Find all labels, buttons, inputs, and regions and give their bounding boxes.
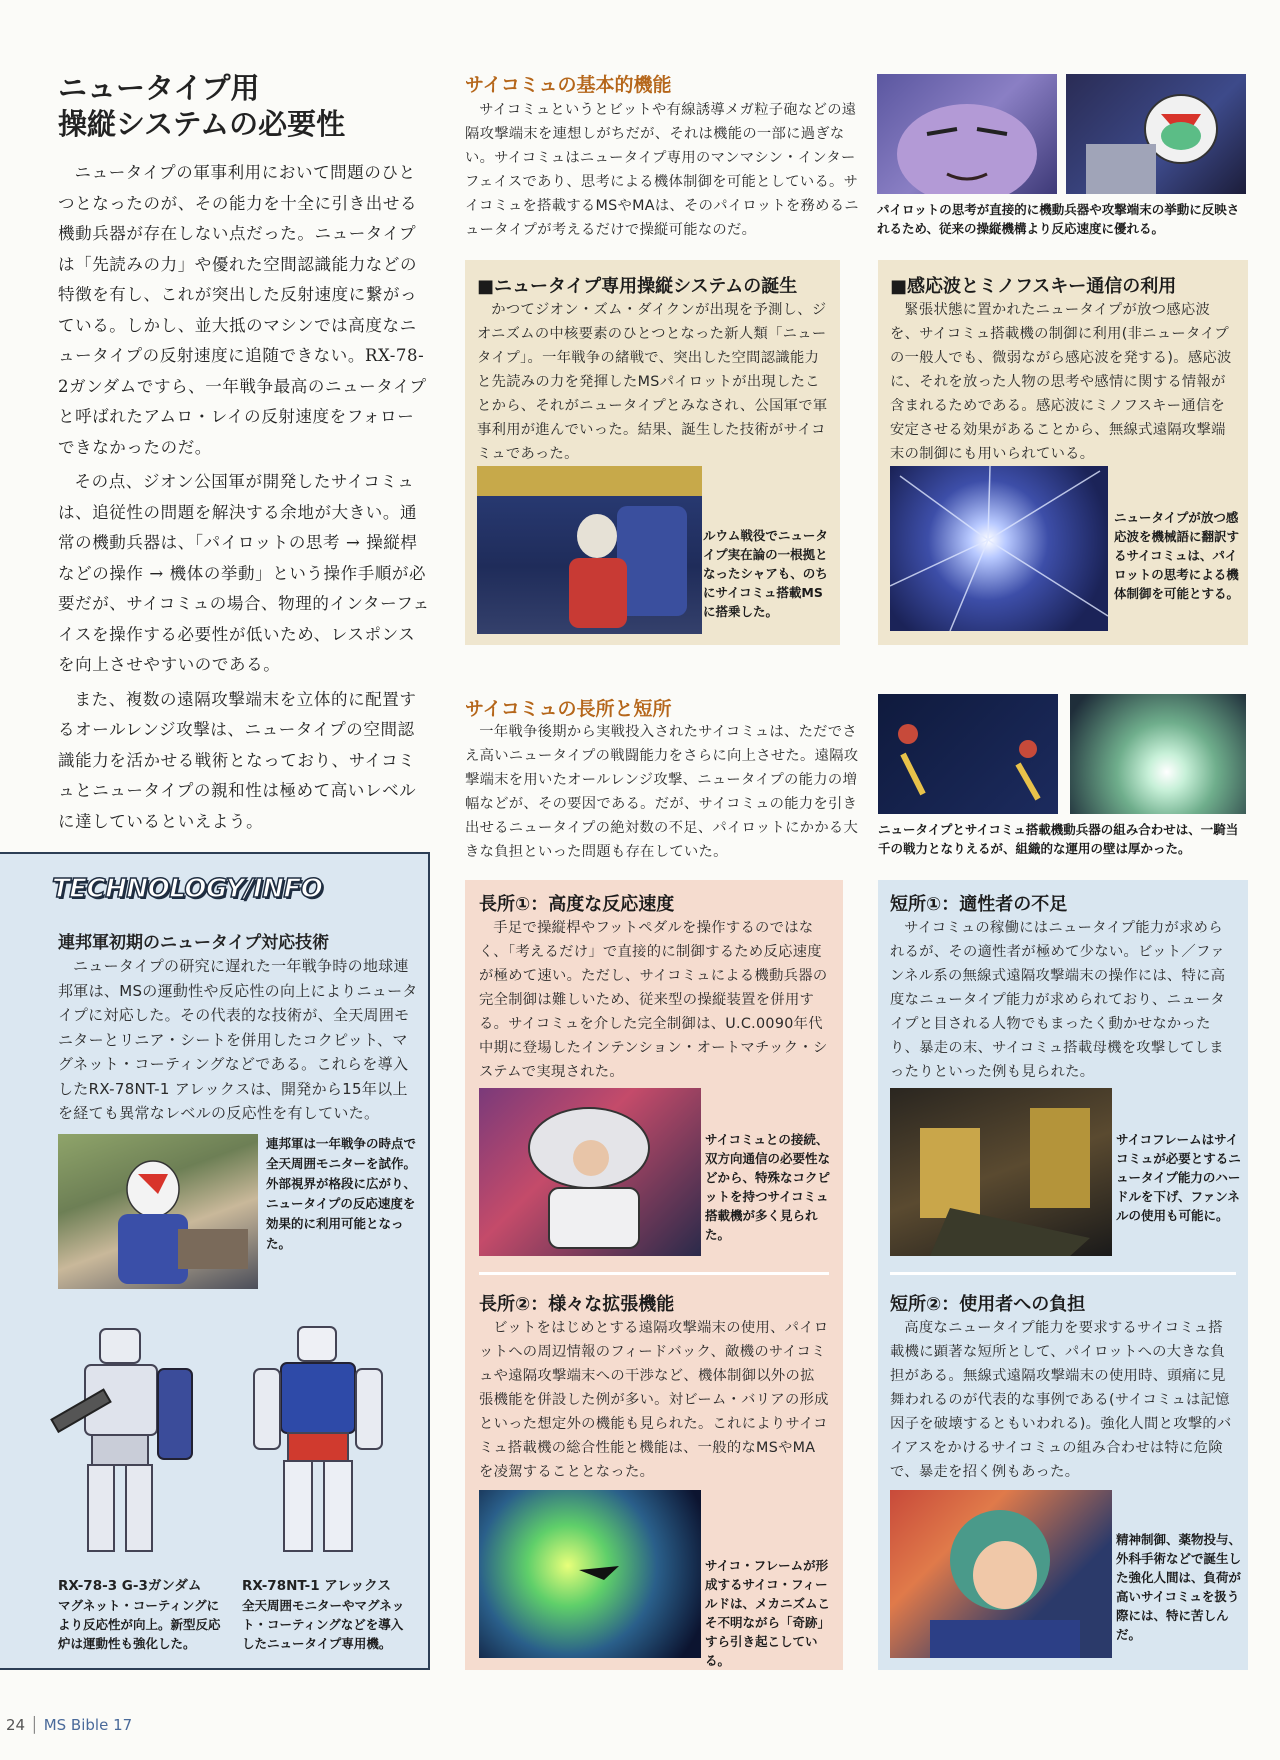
psycho-frame-image [890, 1088, 1112, 1256]
book-title: MS Bible 17 [43, 1716, 133, 1734]
cockpit-caption: 連邦軍は一年戦争の時点で全天周囲モニターを試作。外部視界が格段に広がり、ニュータイプの反応速度を効果的に利用可能となった。 [266, 1136, 417, 1251]
enhanced-human-image [890, 1490, 1112, 1658]
psycho-field-image [479, 1490, 701, 1658]
basic-image-left [877, 74, 1057, 194]
bits-caption: ニュータイプとサイコミュ搭載機動兵器の組み合わせは、一騎当千の戦力となりえるが、組織的な運用の壁は厚かった。 [878, 822, 1239, 856]
cockpit-seat-caption: サイコミュとの接続、双方向通信の必要性などから、特殊なコクピットを持つサイコミュ搭載機が多く見られた。 [705, 1132, 831, 1242]
cockpit-pilot-image [58, 1134, 258, 1289]
pro2-title: 長所②：様々な拡張機能 [479, 1294, 675, 1315]
birth-body: かつてジオン・ズム・ダイクンが出現を予測し、ジオニズムの中核要素のひとつとなった新人類「ニュータイプ」。一年戦争の緒戦で、突出した空間認識能力と先読みの力を発揮したMSパイロットが出現したことから、それがニュータイプとみなされ、公国軍で軍事利用が進んでいった。結果、誕生した技術がサイコミュであった。 [477, 302, 828, 462]
psycho-field-caption: サイコ・フレームが形成するサイコ・フィールドは、メカニズムこそ不明ながら「奇跡」すら引き起こしている。 [705, 1558, 831, 1668]
basic-image-right [1066, 74, 1246, 194]
technology-info-logo: TECHNOLOGY/INFO [52, 874, 323, 904]
alex-illustration [236, 1309, 406, 1559]
psycho-frame-caption: サイコフレームはサイコミュが必要とするニュータイプ能力のハードルを下げ、ファンネルの使用も可能に。 [1116, 1132, 1241, 1223]
kanno-box [878, 260, 1248, 645]
basic-function-body: サイコミュというとビットや有線誘導メガ粒子砲などの遠隔攻撃端末を連想しがちだが、それは機能の一部に過ぎない。サイコミュはニュータイプ専用のマンマシン・インターフェイスであり、思考による機体制御を可能としている。サイコミュを搭載するMSやMAは、そのパイロットを務めるニュータイプが考えるだけで操縦可能なのだ。 [465, 102, 859, 238]
con1-body: サイコミュの稼働にはニュータイプ能力が求められるが、その適性者が極めて少ない。ビット／ファンネル系の無線式遠隔攻撃端末の操作には、特に高度なニュータイプ能力が求められており、ニュータイプと目される人物でもまったく動かせなかったり、暴走の末、サイコミュ搭載母機を攻撃してしまったりといった例も見られた。 [890, 920, 1226, 1080]
kanno-body: 緊張状態に置かれたニュータイプが放つ感応波を、サイコミュ搭載機の制御に利用(非ニュータイプの一般人でも、微弱ながら感応波を発する)。感応波に、それを放った人物の思考や感情に関する情報が含まれるためである。感応波にミノフスキー通信を安定させる効果があることから、無線式遠隔攻撃端末の制御にも用いられている。 [890, 302, 1232, 462]
bits-image-left [878, 694, 1058, 814]
psycho-wave-image [890, 466, 1108, 631]
left-paragraph-3: また、複数の遠隔攻撃端末を立体的に配置するオールレンジ攻撃は、ニュータイプの空間認識能力を活かせる戦術となっており、サイコミュとニュータイプの親和性は極めて高いレベルに達しているといえよう。 [58, 689, 417, 831]
pros-cons-body: 一年戦争後期から実戦投入されたサイコミュは、ただでさえ高いニュータイプの戦闘能力をさらに向上させた。遠隔攻撃端末を用いたオールレンジ攻撃、ニュータイプの能力の増幅などが、その要因である。だが、サイコミュの能力を引き出せるニュータイプの絶対数の不足、パイロットにかかる大きな負担といった問題も存在していた。 [465, 724, 859, 860]
cons-box [878, 880, 1248, 1670]
con1-title: 短所①：適性者の不足 [890, 894, 1068, 915]
page-number: 24 [6, 1716, 26, 1734]
unit2-desc: 全天周囲モニターやマグネット・コーティングなどを導入したニュータイプ専用機。 [242, 1598, 405, 1651]
con2-body: 高度なニュータイプ能力を要求するサイコミュ搭載機に顕著な短所として、パイロットへの大きな負担がある。無線式遠隔攻撃端末の使用時、頭痛に見舞われるのが代表的な事例である(サイコミュは記憶因子を破壊するともいわれる)。強化人間と攻撃的バイアスをかけるサイコミュの組み合わせは特に危険で、暴走を招く例もあった。 [890, 1320, 1232, 1480]
g3-gundam-illustration [30, 1309, 220, 1559]
page-footer [6, 1716, 132, 1734]
char-cockpit-image [477, 466, 702, 634]
pro1-title: 長所①：高度な反応速度 [479, 894, 675, 915]
technology-info-box [0, 852, 430, 1670]
heading-line1: ニュータイプ用 [58, 71, 260, 105]
pros-cons-title: サイコミュの長所と短所 [465, 698, 672, 720]
birth-box [465, 260, 840, 645]
left-body [58, 158, 430, 837]
enhanced-human-caption: 精神制御、薬物投与、外科手術などで誕生した強化人間は、負荷が高いサイコミュを扱う際には、特に苦しんだ。 [1116, 1532, 1242, 1642]
bits-image-right [1070, 694, 1246, 814]
pros-divider [479, 1272, 829, 1275]
unit2-name: RX-78NT-1 アレックス [242, 1578, 392, 1594]
technology-info-body: ニュータイプの研究に遅れた一年戦争時の地球連邦軍は、MSの運動性や反応性の向上によりニュータイプに対応した。その代表的な技術が、全天周囲モニターとリニア・シートを併用したコクピット、マグネット・コーティングなどである。これらを導入したRX-78NT-1 アレックスは、開発から15年以上を経ても異常なレベルの反応性を有していた。 [58, 957, 418, 1122]
left-paragraph-1: ニュータイプの軍事利用において問題のひとつとなったのが、その能力を十全に引き出せる機動兵器が存在しない点だった。ニュータイプは「先読みの力」や優れた空間認識能力などの特徴を有し、これが突出した反射速度に繋がっている。しかし、並大抵のマシンでは高度なニュータイプの反射速度に追随できない。RX-78-2ガンダムですら、一年戦争最高のニュータイプと呼ばれたアムロ・レイの反射速度をフォローできなかったのだ。 [58, 163, 427, 457]
heading-line2: 操縦システムの必要性 [58, 107, 346, 141]
basic-function-title: サイコミュの基本的機能 [465, 74, 672, 96]
psycho-wave-caption: ニュータイプが放つ感応波を機械語に翻訳するサイコミュは、パイロットの思考による機体制御を可能とする。 [1114, 510, 1240, 601]
con2-title: 短所②：使用者への負担 [890, 1294, 1086, 1315]
unit1-desc: マグネット・コーティングにより反応性が向上。新型反応炉は運動性も強化した。 [58, 1598, 221, 1651]
technology-info-title: 連邦軍初期のニュータイプ対応技術 [58, 933, 330, 953]
pros-box [465, 880, 843, 1670]
kanno-title: ■感応波とミノフスキー通信の利用 [890, 276, 1177, 297]
left-heading [58, 70, 398, 142]
left-paragraph-2: その点、ジオン公国軍が開発したサイコミュは、追従性の問題を解決する余地が大きい。通常の機動兵器は、「パイロットの思考 → 操縦桿などの操作 → 機体の挙動」という操作手順が必要だが、サイコミュの場合、物理的インターフェイスを操作する必要性が低いため、レスポンスを向上させやすいのである。 [58, 472, 430, 674]
char-caption: ルウム戦役でニュータイプ実在論の一根拠となったシャアも、のちにサイコミュ搭載MSに搭乗した。 [703, 528, 828, 619]
pro2-body: ビットをはじめとする遠隔攻撃端末の使用、パイロットへの周辺情報のフィードバック、敵機のサイコミュや遠隔攻撃端末への干渉など、機体制御以外の拡張機能を併設した例が多い。対ビーム・バリアの形成といった想定外の機能も見られた。これによりサイコミュ搭載機の総合性能と機能は、一般的なMSやMAを凌駕することとなった。 [479, 1320, 829, 1480]
cons-divider [890, 1272, 1236, 1275]
cockpit-seat-image [479, 1088, 701, 1256]
birth-title: ■ニュータイプ専用操縦システムの誕生 [477, 276, 798, 297]
basic-image-caption: パイロットの思考が直接的に機動兵器や攻撃端末の挙動に反映されるため、従来の操縦機構より反応速度に優れる。 [877, 202, 1240, 236]
footer-separator-icon: │ [29, 1716, 39, 1734]
pro1-body: 手足で操縦桿やフットペダルを操作するのではなく、「考えるだけ」で直接的に制御するため反応速度が極めて速い。ただし、サイコミュによる機動兵器の完全制御は難しいため、従来型の操縦装置を併用する。サイコミュを介した完全制御は、U.C.0090年代中期に登場したインテンション・オートマチック・システムで実現された。 [479, 920, 828, 1080]
unit1-name: RX-78-3 G-3ガンダム [58, 1578, 202, 1594]
